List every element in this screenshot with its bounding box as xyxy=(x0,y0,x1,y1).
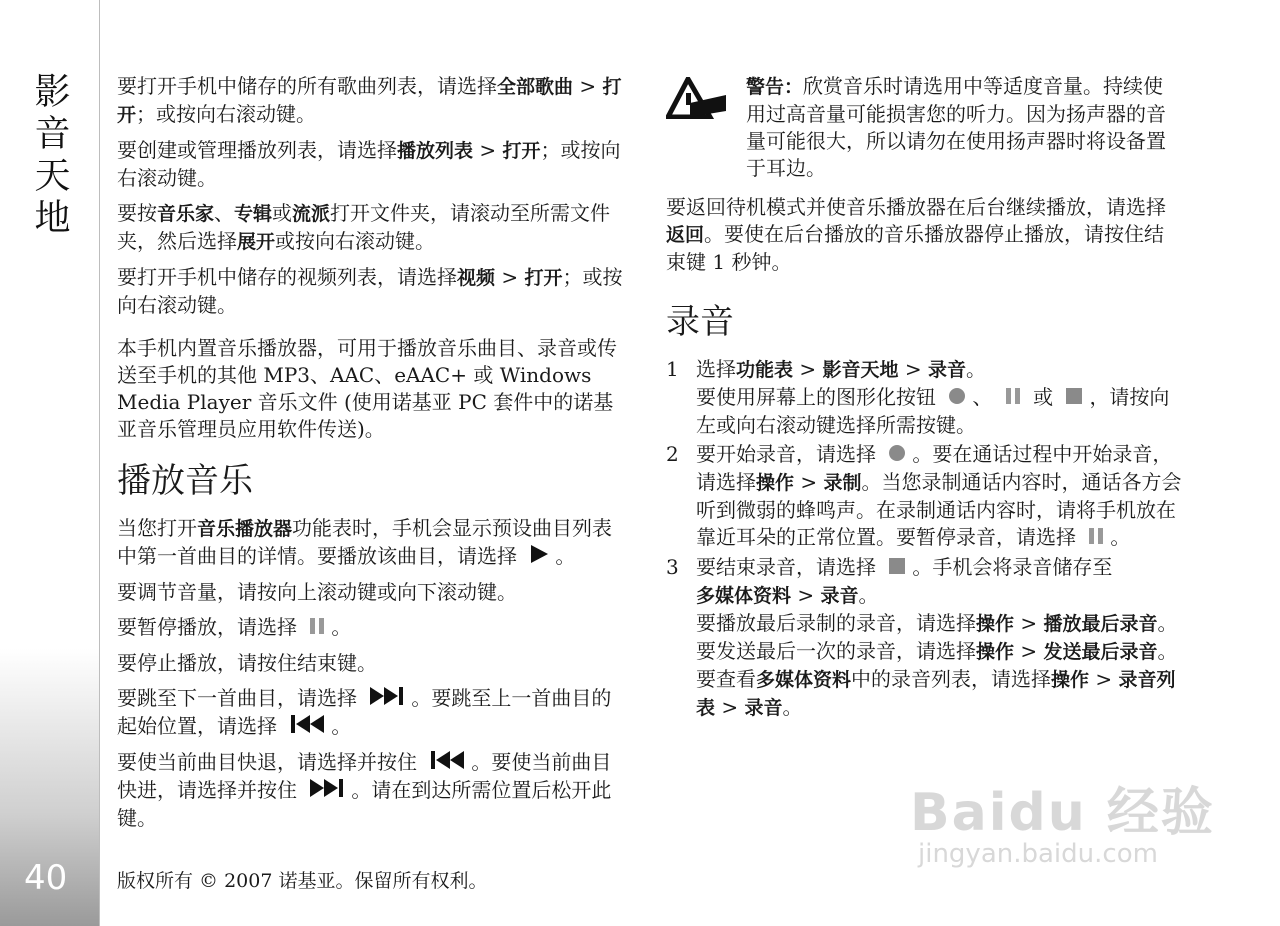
previous-track-icon xyxy=(429,750,465,777)
paragraph: 要按音乐家、专辑或流派打开文件夹，请滚动至所需文件夹，然后选择展开或按向右滚动键。 xyxy=(117,201,611,253)
list-item: 1 选择功能表 > 影音天地 > 录音。 要使用屏幕上的图形化按钮 、 或 ，请按向左或向右滚动键选择所需按键。 xyxy=(666,357,1170,437)
warning-icon xyxy=(666,77,728,126)
previous-track-icon xyxy=(289,714,325,741)
pause-icon xyxy=(1088,525,1104,552)
record-icon xyxy=(948,385,966,412)
section-title: 影音天地 xyxy=(29,72,70,240)
list-item: 2 要开始录音，请选择 。要在通话过程中开始录音，请选择操作 > 录制。当您录制通话内容时，通话各方会听到微弱的蜂鸣声。在录制通话内容时，请将手机放在靠近耳朵的正常位置。要暂停录音，请选择 。 xyxy=(666,441,1182,552)
heading-recording: 录音 xyxy=(666,302,734,342)
record-icon xyxy=(888,442,906,469)
next-track-icon xyxy=(309,778,345,805)
pause-icon xyxy=(309,615,325,642)
list-item: 3 要结束录音，请选择 。手机会将录音储存至 多媒体资料 > 录音。 要播放最后录制的录音，请选择操作 > 播放最后录音。 要发送最后一次的录音，请选择操作 > 发送最后录音。 要查看多媒体资料中的录音列表，请选择操作 > 录音列表 > 录音。 xyxy=(666,555,1178,719)
paragraph: 要调节音量，请按向上滚动键或向下滚动键。 xyxy=(117,580,517,604)
next-track-icon xyxy=(369,686,405,713)
play-icon xyxy=(529,544,549,571)
paragraph: 当您打开音乐播放器功能表时，手机会显示预设曲目列表中第一首曲目的详情。要播放该曲目，请选择 。 xyxy=(117,515,629,571)
paragraph: 本手机内置音乐播放器，可用于播放音乐曲目、录音或传送至手机的其他 MP3、AAC、eAAC+ 或 Windows Media Player 音乐文件 (使用诺基亚 PC 套件中的诺基亚音乐管理员应用软件传送)。 xyxy=(117,336,617,441)
paragraph: 要跳至下一首曲目，请选择 。要跳至上一首曲目的起始位置，请选择 。 xyxy=(117,685,629,741)
paragraph: 要创建或管理播放列表，请选择播放列表 > 打开；或按向右滚动键。 xyxy=(117,138,621,190)
sidebar-divider xyxy=(99,0,100,926)
stop-icon xyxy=(1065,385,1083,412)
watermark-logo: Baidu 经验 xyxy=(910,783,1215,843)
paragraph: 要打开手机中储存的所有歌曲列表，请选择全部歌曲 > 打开；或按向右滚动键。 xyxy=(117,74,622,126)
step-list xyxy=(666,356,1182,722)
watermark-url: jingyan.baidu.com xyxy=(918,839,1158,869)
warning-box: 警告：欣赏音乐时请选用中等适度音量。持续使用过高音量可能损害您的听力。因为扬声器的音量可能很大，所以请勿在使用扬声器时将设备置于耳边。 xyxy=(666,73,1182,182)
heading-play-music: 播放音乐 xyxy=(117,461,253,501)
paragraph: 要打开手机中储存的视频列表，请选择视频 > 打开；或按向右滚动键。 xyxy=(117,265,623,317)
paragraph: 要停止播放，请按住结束键。 xyxy=(117,651,377,675)
left-column xyxy=(117,73,629,840)
pause-icon xyxy=(1005,385,1021,412)
stop-icon xyxy=(888,555,906,582)
right-column xyxy=(666,73,1182,724)
page-number: 40 xyxy=(24,858,68,898)
copyright-footer: 版权所有 © 2007 诺基亚。保留所有权利。 xyxy=(117,870,488,892)
paragraph: 要暂停播放，请选择 。 xyxy=(117,614,629,642)
paragraph: 要返回待机模式并使音乐播放器在后台继续播放，请选择返回。要使在后台播放的音乐播放器停止播放，请按住结束键 1 秒钟。 xyxy=(666,195,1166,274)
paragraph: 要使当前曲目快退，请选择并按住 。要使当前曲目快进，请选择并按住 。请在到达所需位置后松开此键。 xyxy=(117,750,612,830)
watermark xyxy=(910,770,1215,869)
